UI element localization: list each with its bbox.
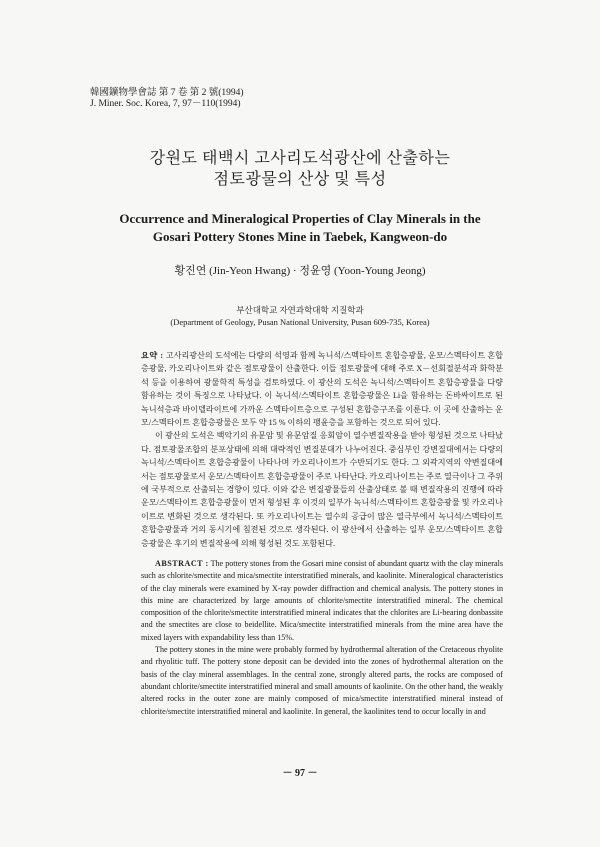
abstract-english bbox=[141, 558, 503, 718]
journal-citation-english: J. Miner. Soc. Korea, 7, 97－110(1994) bbox=[90, 99, 241, 109]
title-korean bbox=[0, 148, 600, 190]
abstract-korean-lead: 요약 : bbox=[141, 351, 164, 360]
affiliation bbox=[0, 304, 600, 328]
abstract-english-para2: The pottery stones in the mine were probably formed by hydrothermal alteration of the Cretaceous rhyolite and rhyolitic tuff. The pottery stone deposit can be devided into the zones of hydrothermal alteration on the basis of the clay mineral assemblages. In the central zone, strongly altered parts, the rocks are composed of abundant chlorite/smectite interstratified mineral and small amounts of kaolinite. On the other hand, the weakly altered rocks in the outer zone are mainly composed of mica/smectite interstratified mineral instead of chlorite/smectite interstratified mineral and kaolinite. In general, the kaolinites tend to occur locally in and bbox=[141, 645, 503, 716]
title-english bbox=[0, 210, 600, 246]
title-english-line1: Occurrence and Mineralogical Properties of Clay Minerals in the bbox=[119, 211, 481, 226]
abstract-korean-para1 bbox=[141, 349, 503, 429]
abstract-english-para1 bbox=[141, 558, 503, 644]
abstract-english-para1-text: The pottery stones from the Gosari mine consist of abundant quartz with the clay minerals such as chlorite/smectite and mica/smectite interstratified minerals, and kaolinite. Mineralogical characteristics of the clay minerals were examined by X-ray powder diffraction and chemical analysis. The pottery stones in this mine are characterized by large amounts of chlorite/smectite interstratified mineral. The chemical composition of the chlorite/smectite interstratified mineral indicates that the chlorites are Li-bearing donbassite and the smectites are close to beidellite. Mica/smectite interstratified minerals from the mine area have the mixed layers with expandability less than 15%. bbox=[141, 559, 503, 642]
journal-header bbox=[90, 88, 244, 110]
abstract-korean-para1-text: 고사리광산의 도석에는 다량의 석영과 함께 녹니석/스멕타이트 혼합층광물, 운모/스멕타이트 혼합층광물, 카오리나이트와 같은 점토광물이 산출한다. 이들 점토광물에 대해 주로 X－선회절분석과 화학분석 등을 이용하여 광물학적 특성을 검토하였다. 이 광산의 도석은 녹니석/스멕타이트 혼합층광물을 다량 함유하는 것이 특징으로 나타났다. 이 녹니석/스멕타이트 혼합층광물은 Li을 함유하는 돈바싸이트로 된 녹니석층과 바이델라이트에 가까운 스멕타이트층으로 구성된 혼합층구조를 이룬다. 이 곳에 산출하는 운모/스멕타이트 혼합층광물은 모두 약 15 % 이하의 팽윤층을 포함하는 것으로 되어 있다. bbox=[141, 351, 503, 428]
page-number: － 97 － bbox=[282, 768, 318, 779]
affiliation-english: (Department of Geology, Pusan National University, Pusan 609-735, Korea) bbox=[170, 317, 430, 327]
title-korean-line1: 강원도 태백시 고사리도석광산에 산출하는 bbox=[149, 150, 451, 167]
abstract-korean bbox=[141, 349, 503, 550]
authors: 황진연 (Jin-Yeon Hwang) · 정윤영 (Yoon-Young Jeong) bbox=[174, 265, 426, 277]
abstract-korean-para2: 이 광산의 도석은 백악기의 유문암 및 유문암질 응회암이 열수변질작용을 받아 형성된 것으로 나타났다. 점토광물조합의 분포상태에 의해 대략적인 변질분대가 나누어진다. 중심부인 강변질대에서는 다량의 녹니석/스멕타이트 혼합층광물이 나타나며 카오리나이트가 수반되기도 한다. 그 외곽지역의 약변질대에서는 점토광물로서 운모/스멕타이트 혼합층광물이 주로 나타난다. 카오리나이트는 주로 열극이나 그 주위에 국부적으로 산출되는 경향이 있다. 이와 같은 변질광물들의 산출상태로 볼 때 변질작용의 진행에 따라 운모/스멕타이트 혼합층광물이 먼저 형성된 후 이것의 일부가 녹니석/스멕타이트 혼합층광물 및 카오리나이트로 변화된 것으로 생각된다. 또 카오리나이트는 열수의 공급이 많은 열극부에서 녹니석/스멕타이트 혼합층광물과 거의 동시기에 침전된 것으로 생각된다. 이 광산에서 산출하는 일부 운모/스멕타이트 혼합층광물은 후기의 변질작용에 의해 형성된 것도 포함된다. bbox=[141, 431, 503, 548]
journal-citation-korean: 韓國鑛物學會誌 第 7 卷 第 2 號(1994) bbox=[90, 88, 244, 98]
title-english-line2: Gosari Pottery Stones Mine in Taebek, Kangweon-do bbox=[152, 229, 448, 244]
abstract-english-lead: ABSTRACT : bbox=[155, 559, 209, 568]
affiliation-korean: 부산대학교 자연과학대학 지질학과 bbox=[236, 305, 364, 315]
title-korean-line2: 점토광물의 산상 및 특성 bbox=[213, 171, 387, 188]
